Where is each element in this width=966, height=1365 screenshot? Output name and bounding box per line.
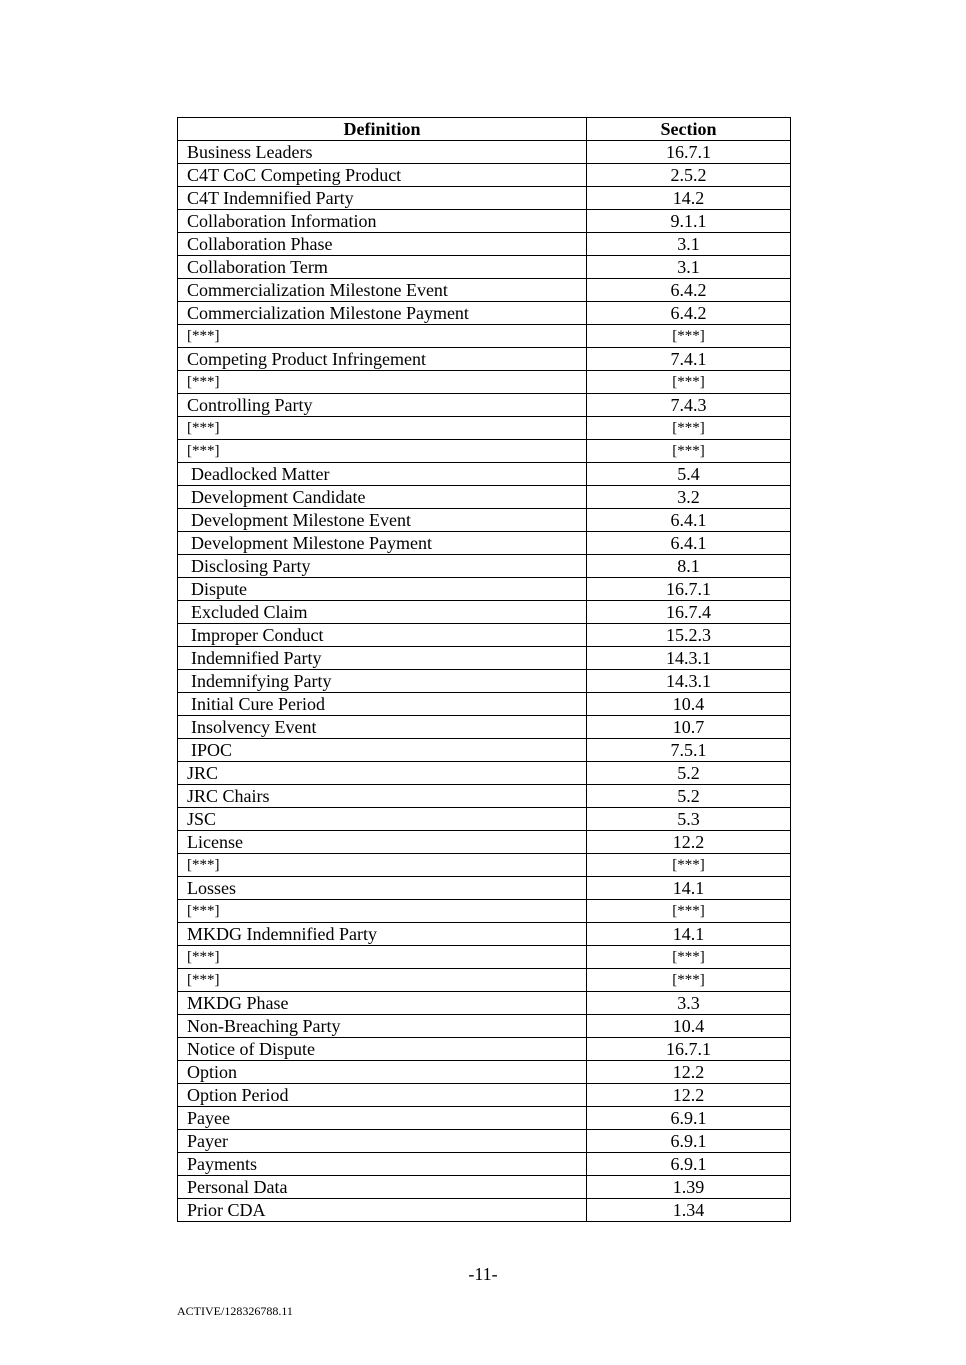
definition-cell: License xyxy=(178,831,587,854)
section-cell: [***] xyxy=(587,440,791,463)
definition-cell: IPOC xyxy=(178,739,587,762)
table-row xyxy=(178,440,791,463)
table-row xyxy=(178,716,791,739)
table-row xyxy=(178,647,791,670)
definition-cell: [***] xyxy=(178,900,587,923)
section-cell: 6.4.1 xyxy=(587,532,791,555)
definition-cell: [***] xyxy=(178,325,587,348)
section-cell: 14.3.1 xyxy=(587,647,791,670)
table-row xyxy=(178,463,791,486)
table-row xyxy=(178,670,791,693)
section-cell: 12.2 xyxy=(587,1084,791,1107)
page-number: -11- xyxy=(468,1264,498,1284)
column-header-definition: Definition xyxy=(178,118,587,141)
definition-cell: MKDG Phase xyxy=(178,992,587,1015)
table-row xyxy=(178,532,791,555)
definition-cell: Collaboration Information xyxy=(178,210,587,233)
section-cell: [***] xyxy=(587,969,791,992)
section-cell: 12.2 xyxy=(587,831,791,854)
definition-cell: Development Milestone Event xyxy=(178,509,587,532)
definition-cell: Development Candidate xyxy=(178,486,587,509)
table-row xyxy=(178,555,791,578)
section-cell: 6.4.2 xyxy=(587,279,791,302)
table-row xyxy=(178,279,791,302)
table-row xyxy=(178,256,791,279)
definition-cell: Payer xyxy=(178,1130,587,1153)
section-cell: 7.4.1 xyxy=(587,348,791,371)
section-cell: 10.7 xyxy=(587,716,791,739)
section-cell: 16.7.1 xyxy=(587,1038,791,1061)
definition-cell: Indemnified Party xyxy=(178,647,587,670)
table-row xyxy=(178,854,791,877)
section-cell: [***] xyxy=(587,854,791,877)
section-cell: 16.7.1 xyxy=(587,578,791,601)
section-cell: [***] xyxy=(587,371,791,394)
table-row xyxy=(178,1199,791,1222)
document-id: ACTIVE/128326788.11 xyxy=(177,1304,293,1318)
table-row xyxy=(178,486,791,509)
section-cell: 5.4 xyxy=(587,463,791,486)
table-row xyxy=(178,1153,791,1176)
table-row xyxy=(178,1015,791,1038)
table-row xyxy=(178,1107,791,1130)
definition-cell: [***] xyxy=(178,946,587,969)
table-row xyxy=(178,693,791,716)
table-row xyxy=(178,1061,791,1084)
definition-cell: Option xyxy=(178,1061,587,1084)
table-row xyxy=(178,1038,791,1061)
section-cell: 6.9.1 xyxy=(587,1107,791,1130)
definition-cell: Business Leaders xyxy=(178,141,587,164)
table-row xyxy=(178,348,791,371)
definition-cell: Controlling Party xyxy=(178,394,587,417)
table-row xyxy=(178,325,791,348)
section-cell: 6.4.2 xyxy=(587,302,791,325)
section-cell: 3.3 xyxy=(587,992,791,1015)
table-row xyxy=(178,371,791,394)
table-row xyxy=(178,808,791,831)
definitions-table xyxy=(177,117,791,1222)
table-row xyxy=(178,1130,791,1153)
table-row xyxy=(178,900,791,923)
definition-cell: Collaboration Term xyxy=(178,256,587,279)
section-cell: [***] xyxy=(587,946,791,969)
table-row xyxy=(178,1084,791,1107)
table-row xyxy=(178,739,791,762)
section-cell: [***] xyxy=(587,900,791,923)
table-row xyxy=(178,141,791,164)
section-cell: 12.2 xyxy=(587,1061,791,1084)
section-cell: 3.1 xyxy=(587,256,791,279)
definition-cell: Disclosing Party xyxy=(178,555,587,578)
definition-cell: Excluded Claim xyxy=(178,601,587,624)
section-cell: 10.4 xyxy=(587,693,791,716)
definition-cell: Option Period xyxy=(178,1084,587,1107)
definition-cell: Collaboration Phase xyxy=(178,233,587,256)
definition-cell: Initial Cure Period xyxy=(178,693,587,716)
table-row xyxy=(178,417,791,440)
table-row xyxy=(178,877,791,900)
definition-cell: Deadlocked Matter xyxy=(178,463,587,486)
definition-cell: MKDG Indemnified Party xyxy=(178,923,587,946)
definition-cell: [***] xyxy=(178,969,587,992)
definition-cell: [***] xyxy=(178,417,587,440)
definition-cell: Insolvency Event xyxy=(178,716,587,739)
section-cell: 8.1 xyxy=(587,555,791,578)
section-cell: 1.39 xyxy=(587,1176,791,1199)
section-cell: 5.3 xyxy=(587,808,791,831)
section-cell: 7.4.3 xyxy=(587,394,791,417)
definition-cell: [***] xyxy=(178,371,587,394)
table-row xyxy=(178,601,791,624)
definition-cell: [***] xyxy=(178,440,587,463)
definition-cell: Payee xyxy=(178,1107,587,1130)
definition-cell: JRC Chairs xyxy=(178,785,587,808)
definition-cell: JRC xyxy=(178,762,587,785)
table-row xyxy=(178,831,791,854)
section-cell: 14.1 xyxy=(587,923,791,946)
section-cell: 3.1 xyxy=(587,233,791,256)
section-cell: 6.4.1 xyxy=(587,509,791,532)
table-row xyxy=(178,1176,791,1199)
table-row xyxy=(178,302,791,325)
section-cell: 5.2 xyxy=(587,762,791,785)
section-cell: [***] xyxy=(587,325,791,348)
definition-cell: C4T CoC Competing Product xyxy=(178,164,587,187)
definition-cell: Notice of Dispute xyxy=(178,1038,587,1061)
section-cell: 14.3.1 xyxy=(587,670,791,693)
definition-cell: Personal Data xyxy=(178,1176,587,1199)
table-row xyxy=(178,785,791,808)
section-cell: 9.1.1 xyxy=(587,210,791,233)
table-row xyxy=(178,210,791,233)
table-row xyxy=(178,946,791,969)
definition-cell: Dispute xyxy=(178,578,587,601)
table-row xyxy=(178,969,791,992)
definition-cell: Improper Conduct xyxy=(178,624,587,647)
definition-cell: JSC xyxy=(178,808,587,831)
table-header-row xyxy=(178,118,791,141)
section-cell: 2.5.2 xyxy=(587,164,791,187)
definition-cell: Prior CDA xyxy=(178,1199,587,1222)
table-row xyxy=(178,394,791,417)
section-cell: 16.7.1 xyxy=(587,141,791,164)
definition-cell: Competing Product Infringement xyxy=(178,348,587,371)
table-row xyxy=(178,762,791,785)
table-row xyxy=(178,164,791,187)
definition-cell: Development Milestone Payment xyxy=(178,532,587,555)
table-row xyxy=(178,578,791,601)
section-cell: 3.2 xyxy=(587,486,791,509)
table-row xyxy=(178,992,791,1015)
section-cell: 10.4 xyxy=(587,1015,791,1038)
section-cell: 6.9.1 xyxy=(587,1153,791,1176)
definition-cell: Commercialization Milestone Event xyxy=(178,279,587,302)
table-row xyxy=(178,187,791,210)
section-cell: 14.1 xyxy=(587,877,791,900)
section-cell: 14.2 xyxy=(587,187,791,210)
definition-cell: Non-Breaching Party xyxy=(178,1015,587,1038)
definition-cell: Losses xyxy=(178,877,587,900)
definition-cell: [***] xyxy=(178,854,587,877)
definition-cell: Indemnifying Party xyxy=(178,670,587,693)
table-row xyxy=(178,509,791,532)
section-cell: 16.7.4 xyxy=(587,601,791,624)
table-body xyxy=(178,141,791,1222)
definition-cell: Payments xyxy=(178,1153,587,1176)
section-cell: 7.5.1 xyxy=(587,739,791,762)
table-row xyxy=(178,624,791,647)
definition-cell: C4T Indemnified Party xyxy=(178,187,587,210)
definition-cell: Commercialization Milestone Payment xyxy=(178,302,587,325)
column-header-section: Section xyxy=(587,118,791,141)
section-cell: 6.9.1 xyxy=(587,1130,791,1153)
section-cell: 15.2.3 xyxy=(587,624,791,647)
section-cell: [***] xyxy=(587,417,791,440)
section-cell: 1.34 xyxy=(587,1199,791,1222)
section-cell: 5.2 xyxy=(587,785,791,808)
table-row xyxy=(178,923,791,946)
table-row xyxy=(178,233,791,256)
